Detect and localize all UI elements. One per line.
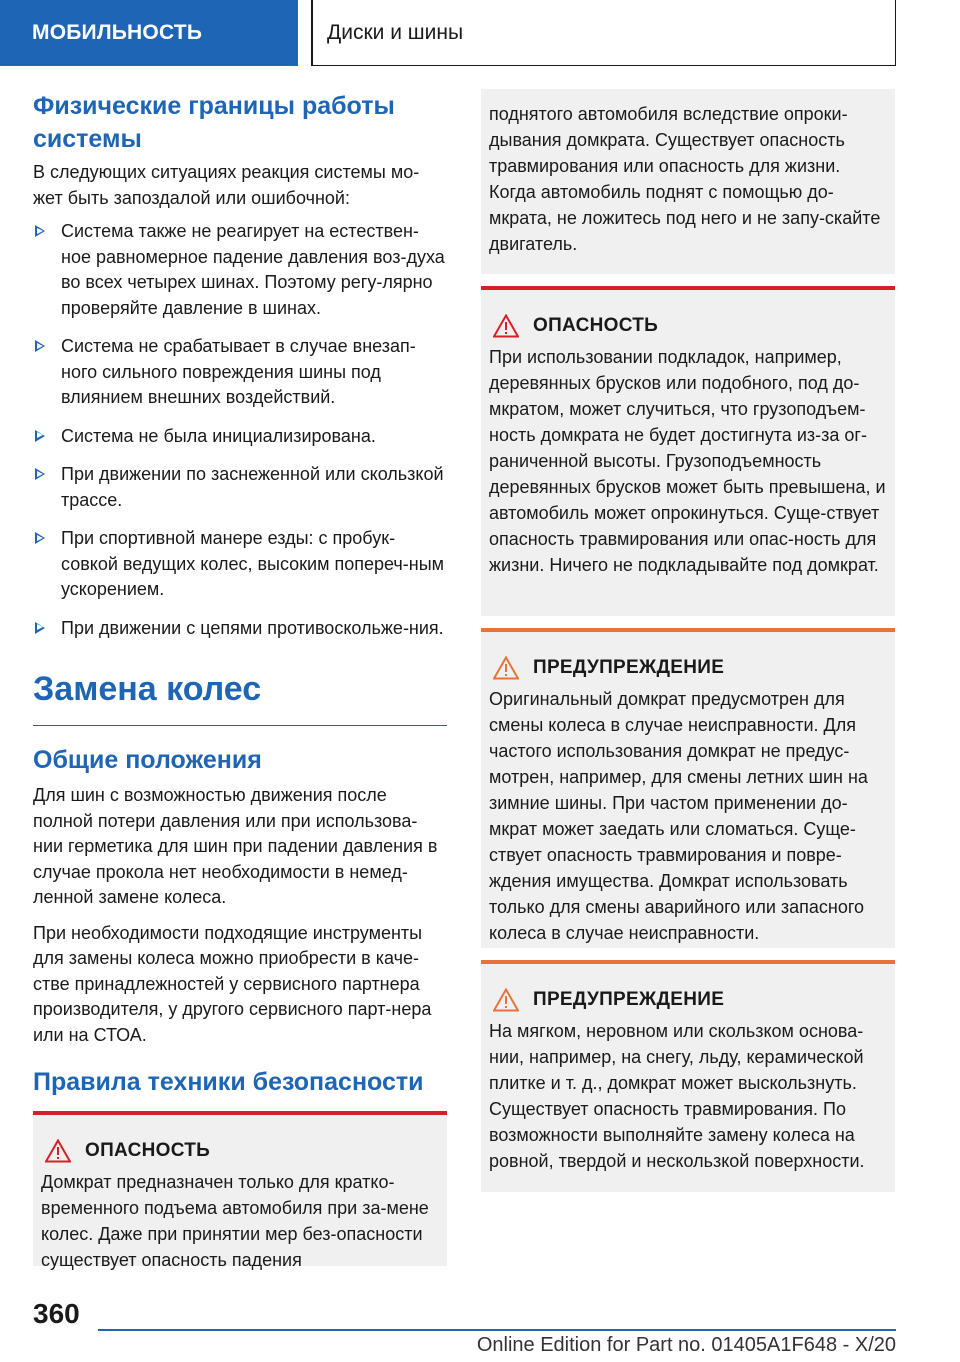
warning-text: На мягком, неровном или скользком основа-нии, например, на снегу, льду, керамической плитке и т. д., домкрат может выскользнуть. Существует опасность травмирования. По возможности выполняйте замену колеса на ровной, твердой и нескользкой поверхности. <box>489 1021 865 1171</box>
triangle-bullet-icon <box>35 622 45 634</box>
danger-box-2 <box>481 286 895 616</box>
warning-box-1 <box>481 628 895 948</box>
warning-box-header <box>489 988 887 1012</box>
list-item <box>33 526 447 603</box>
safety-heading: Правила техники безопасности <box>33 1068 424 1096</box>
footer-edition: Online Edition for Part no. 01405A1F648 - X/20 <box>476 1334 896 1356</box>
general-paragraph-1: Для шин с возможностью движения после полной потери давления или при использова-нии герметика для шин при падении давления в случае прокола нет необходимости в немед-ленной замене колеса. <box>33 785 438 907</box>
warning-label: ПРЕДУПРЕЖДЕНИЕ <box>533 657 725 678</box>
list-item-text: При движении с цепями противоскольже-ния. <box>61 617 444 638</box>
triangle-bullet-icon <box>35 532 45 544</box>
limits-heading-line1: Физические границы работы <box>33 92 395 120</box>
triangle-bullet-icon <box>35 468 45 480</box>
list-item-text: Система не срабатывает в случае внезап-ного сильного повреждения шины под влиянием внешних воздействий. <box>61 336 416 407</box>
warning-triangle-icon <box>493 314 519 338</box>
warning-triangle-icon <box>45 1139 71 1163</box>
list-item <box>33 424 447 450</box>
warning-box-header <box>489 656 887 680</box>
list-item-text: При движении по заснеженной или скользкой трассе. <box>61 464 444 510</box>
danger-label: ОПАСНОСТЬ <box>85 1140 211 1161</box>
right-column <box>481 90 895 1192</box>
danger-box-1-continued <box>481 89 895 274</box>
wheel-change-heading: Замена колес <box>33 667 447 726</box>
list-item <box>33 616 447 642</box>
left-column <box>33 90 447 1270</box>
chapter-title: Диски и шины <box>311 0 896 66</box>
list-item <box>33 219 447 321</box>
footer-divider <box>98 1329 896 1331</box>
general-paragraph-2: При необходимости подходящие инструменты для замены колеса можно приобрести в каче-стве принадлежностей у сервисного партнера производителя, у другого сервисного парт-нера или на СТОА. <box>33 922 432 1045</box>
general-heading: Общие положения <box>33 746 262 774</box>
page-number: 360 <box>33 1298 80 1329</box>
danger-continued-text: поднятого автомобиля вследствие опроки-дывания домкрата. Существует опасность травмирования или опасность для жизни. Когда автомобиль поднят с помощью до-мкрата, не ложитесь под него и не запу-скайте двигатель. <box>489 104 881 254</box>
warning-triangle-icon <box>493 988 519 1012</box>
triangle-bullet-icon <box>35 340 45 352</box>
triangle-bullet-icon <box>35 225 45 237</box>
limits-list <box>33 219 447 641</box>
list-item <box>33 462 447 513</box>
list-item-text: При спортивной манере езды: с пробук-совкой ведущих колес, высоким попереч-ным ускорением. <box>61 528 445 599</box>
danger-box-header <box>41 1139 439 1163</box>
limits-heading <box>33 90 447 156</box>
warning-box-2 <box>481 960 895 1192</box>
warning-text: Оригинальный домкрат предусмотрен для смены колеса в случае неисправности. Для частого использования домкрат не предус-мотрен, например, для смены летних шин на зимние шины. При частом применении до-мкрат может заедать или сломаться. Суще-ствует опасность травмирования и повре-ждения имущества. Домкрат использовать только для смены аварийного или запасного колеса в случае неисправности. <box>489 689 868 943</box>
danger-text: При использовании подкладок, например, деревянных брусков или подобного, под до-мкратом, может случиться, что грузоподъем-ность домкрата не будет достигнута из-за ог-раниченной высоты. Грузоподъемность деревянных брусков может быть превышена, и автомобиль может опрокинуться. Суще-ствует опасность травмирования или опас-ность для жизни. Ничего не подкладывайте под домкрат. <box>489 347 886 575</box>
danger-label: ОПАСНОСТЬ <box>533 315 659 336</box>
list-item <box>33 334 447 411</box>
warning-label: ПРЕДУПРЕЖДЕНИЕ <box>533 989 725 1010</box>
list-item-text: Система не была инициализирована. <box>61 425 376 446</box>
warning-triangle-icon <box>493 656 519 680</box>
section-tab[interactable]: МОБИЛЬНОСТЬ <box>0 0 298 66</box>
danger-text: Домкрат предназначен только для кратко-временного подъема автомобиля при за-мене колес. Даже при принятии мер без-опасности существует опасность падения <box>41 1172 429 1270</box>
triangle-bullet-icon <box>35 430 45 442</box>
limits-heading-line2: системы <box>33 125 142 153</box>
list-item-text: Система также не реагирует на естествен-ное равномерное падение давления воз-духа во всех четырех шинах. Поэтому регу-лярно проверяйте давление в шинах. <box>61 221 445 318</box>
danger-box-header <box>489 314 887 338</box>
danger-box-1 <box>33 1111 447 1270</box>
limits-intro: В следующих ситуациях реакция системы мо-жет быть запоздалой или ошибочной: <box>33 162 420 208</box>
